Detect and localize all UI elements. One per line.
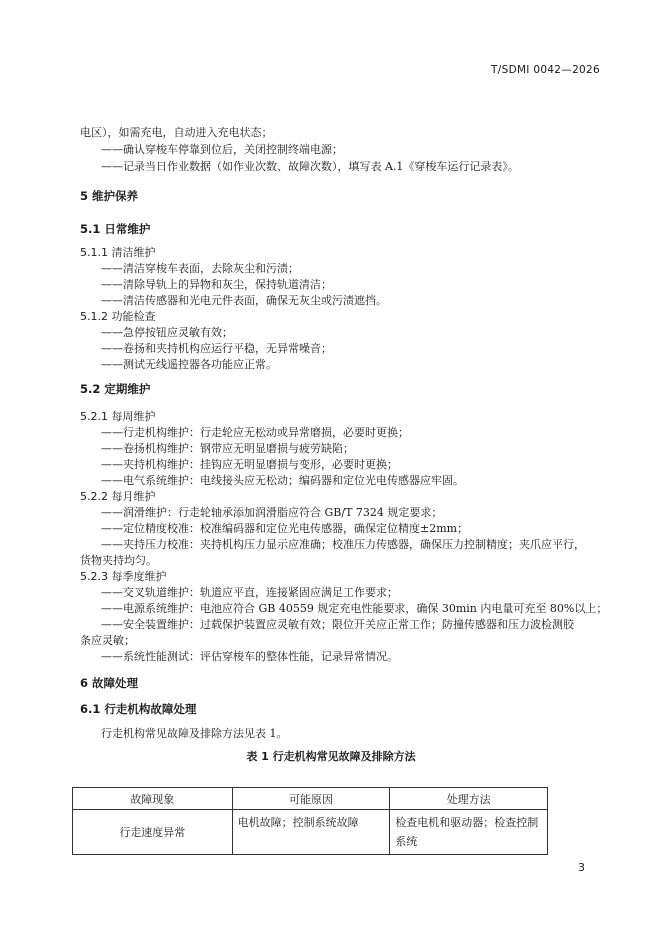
table-header-row <box>73 788 548 810</box>
list-item: ——夹持机构维护：挂钩应无明显磨损与变形，必要时更换； <box>101 458 398 471</box>
subsection-heading-5-1-1: 5.1.1 清洁维护 <box>80 246 156 259</box>
table-cell-method-line: 检查电机和驱动器；检查控制 <box>395 816 539 829</box>
list-item: ——定位精度校准：校准编码器和定位光电传感器，确保定位精度±2mm； <box>101 522 469 535</box>
list-item: ——夹持压力校准：夹持机构压力显示应准确；校准压力传感器，确保压力控制精度；夹爪应平行， <box>101 538 585 551</box>
table-caption: 表 1 行走机构常见故障及排除方法 <box>246 750 416 763</box>
list-item: ——电气系统维护：电线接头应无松动；编码器和定位光电传感器应牢固。 <box>101 474 464 487</box>
subsection-heading-5-2-1: 5.2.1 每周维护 <box>80 410 156 423</box>
list-item: ——系统性能测试：评估穿梭车的整体性能，记录异常情况。 <box>101 650 398 663</box>
section-heading-6-1: 6.1 行走机构故障处理 <box>80 702 197 716</box>
list-item: ——电源系统维护：电池应符合 GB 40559 规定充电性能要求，确保 30min 内电量可充至 80%以上； <box>101 602 608 615</box>
body-line: ——确认穿梭车停靠到位后，关闭控制终端电源； <box>101 143 343 156</box>
list-item: ——清洁传感器和光电元件表面，确保无灰尘或污渍遮挡。 <box>101 294 387 307</box>
table-cell-symptom: 行走速度异常 <box>73 810 233 855</box>
list-item: ——行走机构维护：行走轮应无松动或异常磨损，必要时更换； <box>101 426 409 439</box>
list-item: ——急停按钮应灵敏有效； <box>101 326 233 339</box>
table-row <box>73 810 548 855</box>
fault-table <box>72 787 548 855</box>
table-header-cell: 故障现象 <box>73 788 233 810</box>
table-cell-method-line: 系统 <box>395 835 418 848</box>
body-line: 电区），如需充电，自动进入充电状态； <box>80 126 273 139</box>
list-item: ——清除导轨上的异物和灰尘，保持轨道清洁； <box>101 278 332 291</box>
table-header-cell: 可能原因 <box>232 788 390 810</box>
table-header-cell: 处理方法 <box>390 788 548 810</box>
section-heading-5-1: 5.1 日常维护 <box>80 222 151 236</box>
table-cell-method <box>390 810 548 855</box>
table-reference-text: 行走机构常见故障及排除方法见表 1。 <box>101 727 288 740</box>
section-heading-5: 5 维护保养 <box>80 189 139 203</box>
subsection-heading-5-2-2: 5.2.2 每月维护 <box>80 490 156 503</box>
document-code: T/SDMI 0042—2026 <box>491 64 600 76</box>
section-heading-5-2: 5.2 定期维护 <box>80 382 151 396</box>
list-item-continuation: 货物夹持均匀。 <box>80 554 157 567</box>
list-item: ——测试无线遥控器各功能应正常。 <box>101 358 277 371</box>
subsection-heading-5-2-3: 5.2.3 每季度维护 <box>80 570 167 583</box>
section-heading-6: 6 故障处理 <box>80 676 139 690</box>
list-item: ——卷扬机构维护：钢带应无明显磨损与疲劳缺陷； <box>101 442 354 455</box>
list-item: ——安全装置维护：过载保护装置应灵敏有效；限位开关应正常工作；防撞传感器和压力波检测胶 <box>101 618 574 631</box>
list-item: ——润滑维护：行走轮轴承添加润滑脂应符合 GB/T 7324 规定要求； <box>101 506 443 519</box>
subsection-heading-5-1-2: 5.1.2 功能检查 <box>80 310 156 323</box>
table-cell-cause: 电机故障；控制系统故障 <box>232 810 390 855</box>
list-item-continuation: 条应灵敏； <box>80 634 135 647</box>
list-item: ——卷扬和夹持机构应运行平稳，无异常噪音； <box>101 342 332 355</box>
body-line: ——记录当日作业数据（如作业次数、故障次数），填写表 A.1《穿梭车运行记录表》。 <box>101 160 519 173</box>
list-item: ——交叉轨道维护：轨道应平直，连接紧固应满足工作要求； <box>101 586 398 599</box>
list-item: ——清洁穿梭车表面，去除灰尘和污渍； <box>101 262 299 275</box>
page-number: 3 <box>578 861 585 874</box>
